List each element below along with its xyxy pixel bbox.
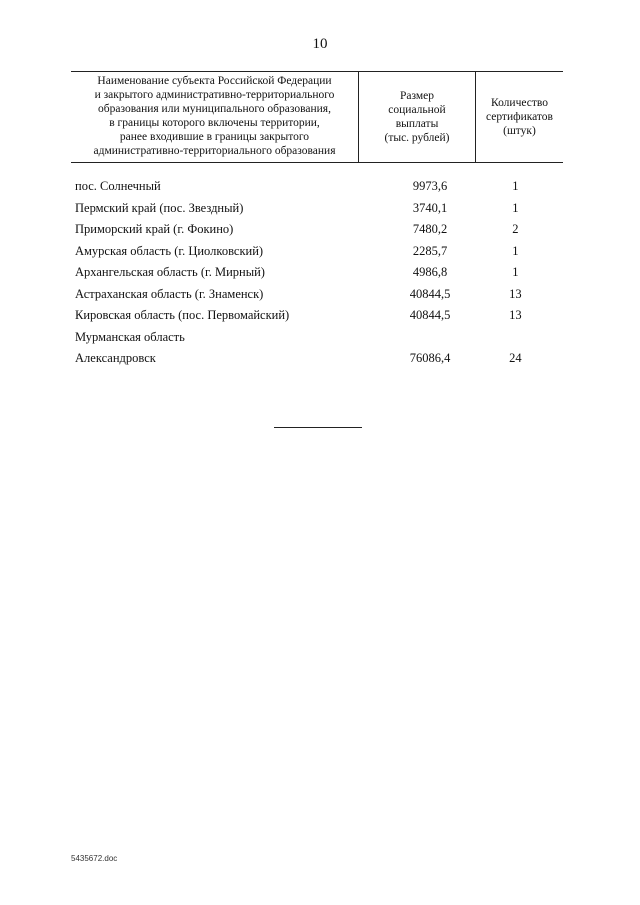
row-amount: 40844,5 (409, 308, 451, 323)
table-row (71, 262, 563, 284)
row-amount: 2285,7 (412, 243, 448, 258)
header-subject-name: Наименование субъекта Российской Федерации и закрытого административно-территориального образования или муниципального образования, в границы которого включены территории, ранее входившие в границы закрытого административно-территориального образования (93, 75, 336, 157)
table-row (71, 348, 563, 370)
table-body (71, 176, 563, 370)
row-name: Архангельская область (г. Мирный) (75, 265, 265, 280)
row-count: 2 (512, 222, 519, 237)
row-count: 1 (512, 179, 519, 194)
header-certificate-count: Количество сертификатов (штук) (485, 97, 553, 137)
row-count: 13 (509, 286, 522, 301)
table-row (71, 176, 563, 198)
row-name: Пермский край (пос. Звездный) (75, 200, 244, 215)
row-count: 1 (512, 200, 519, 215)
row-amount: 40844,5 (409, 286, 451, 301)
row-name: Александровск (75, 351, 156, 366)
row-count: 13 (509, 308, 522, 323)
row-amount: 3740,1 (412, 200, 448, 215)
row-name: Астраханская область (г. Знаменск) (75, 286, 264, 301)
page-number: 10 (312, 36, 328, 52)
table-header (71, 71, 563, 163)
end-of-document-rule (274, 427, 362, 428)
row-name: Кировская область (пос. Первомайский) (75, 308, 290, 323)
row-amount: 4986,8 (412, 265, 448, 280)
row-name: Амурская область (г. Циолковский) (75, 243, 264, 258)
table-row (71, 284, 563, 306)
table-row (71, 241, 563, 263)
row-count: 1 (512, 265, 519, 280)
table-row (71, 219, 563, 241)
header-payment-size: Размер социальной выплаты (тыс. рублей) (358, 72, 476, 162)
row-amount: 7480,2 (412, 222, 448, 237)
row-count: 1 (512, 243, 519, 258)
row-name: пос. Солнечный (75, 179, 161, 194)
table-row (71, 327, 563, 349)
row-amount: 76086,4 (409, 351, 451, 366)
row-count: 24 (509, 351, 522, 366)
document-file-id: 5435672.doc (71, 854, 118, 863)
table-row (71, 198, 563, 220)
row-name: Приморский край (г. Фокино) (75, 222, 234, 237)
table-row (71, 305, 563, 327)
row-amount: 9973,6 (412, 179, 448, 194)
row-name: Мурманская область (75, 329, 185, 344)
